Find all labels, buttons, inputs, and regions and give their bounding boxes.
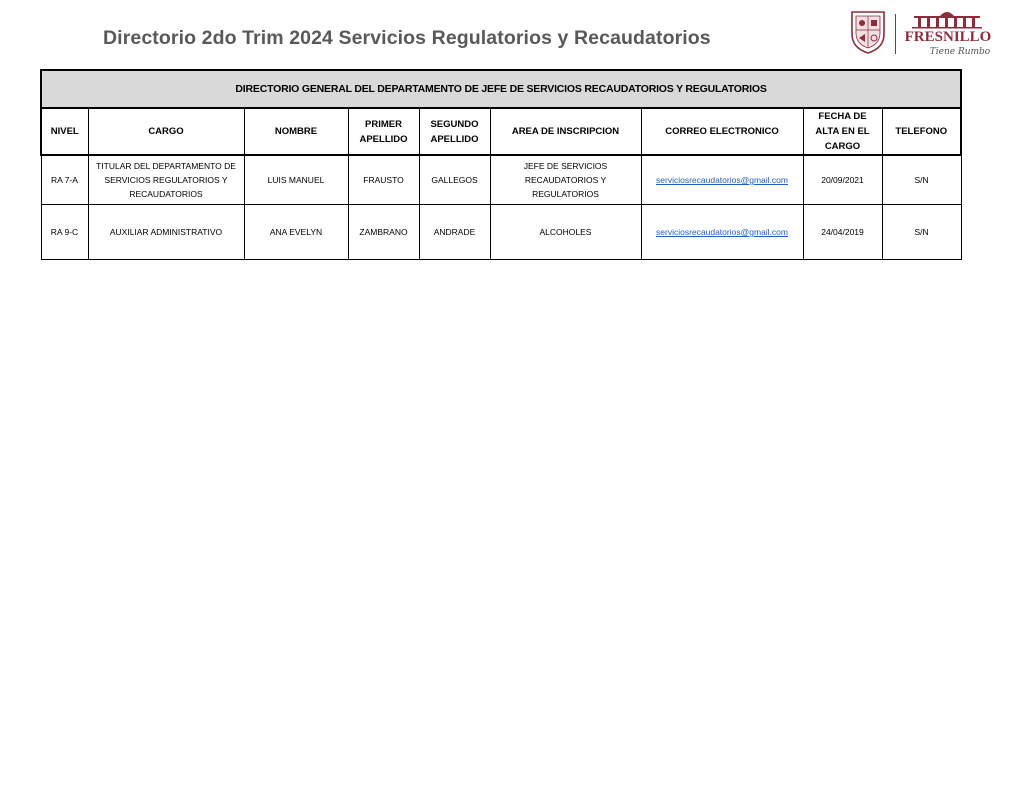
cell-correo [641, 155, 803, 205]
fresnillo-wordmark [900, 8, 996, 58]
cell-nombre: LUIS MANUEL [244, 155, 348, 205]
header-nivel: NIVEL [41, 108, 88, 155]
cell-primer-apellido: ZAMBRANO [348, 205, 419, 260]
logo-divider [895, 14, 896, 54]
cell-cargo: AUXILIAR ADMINISTRATIVO [88, 205, 244, 260]
cell-primer-apellido: FRAUSTO [348, 155, 419, 205]
email-link[interactable]: serviciosrecaudatorios@gmail.com [656, 227, 788, 237]
email-link[interactable]: serviciosrecaudatorios@gmail.com [656, 175, 788, 185]
cell-segundo-apellido: GALLEGOS [419, 155, 490, 205]
table-row [41, 155, 961, 205]
cell-cargo: TITULAR DEL DEPARTAMENTO DE SERVICIOS REGULATORIOS Y RECAUDATORIOS [88, 155, 244, 205]
header-correo: CORREO ELECTRONICO [641, 108, 803, 155]
cell-nombre: ANA EVELYN [244, 205, 348, 260]
header-telefono: TELEFONO [882, 108, 961, 155]
fresnillo-logo [846, 8, 996, 58]
header-primer-apellido: PRIMER APELLIDO [348, 108, 419, 155]
header-area: AREA DE INSCRIPCION [490, 108, 641, 155]
table-banner: DIRECTORIO GENERAL DEL DEPARTAMENTO DE JEFE DE SERVICIOS RECAUDATORIOS Y REGULATORIOS [41, 70, 961, 108]
cell-fecha: 20/09/2021 [803, 155, 882, 205]
cell-telefono: S/N [882, 155, 961, 205]
logo-name: FRESNILLO [904, 29, 992, 45]
cell-nivel: RA 7-A [41, 155, 88, 205]
header-segundo-apellido: SEGUNDO APELLIDO [419, 108, 490, 155]
municipal-seal-icon [846, 8, 890, 56]
directory-table [40, 69, 962, 260]
page-title: Directorio 2do Trim 2024 Servicios Regulatorios y Recaudatorios [103, 27, 711, 49]
header-cargo: CARGO [88, 108, 244, 155]
cell-correo [641, 205, 803, 260]
table-banner-row [41, 70, 961, 108]
header-nombre: NOMBRE [244, 108, 348, 155]
cell-segundo-apellido: ANDRADE [419, 205, 490, 260]
cell-fecha: 24/04/2019 [803, 205, 882, 260]
cell-nivel: RA 9-C [41, 205, 88, 260]
table-row [41, 205, 961, 260]
logo-tagline: Tiene Rumbo [929, 47, 991, 57]
table-header-row [41, 108, 961, 155]
cell-area: JEFE DE SERVICIOS RECAUDATORIOS Y REGULATORIOS [490, 155, 641, 205]
header-fecha: FECHA DE ALTA EN EL CARGO [803, 108, 882, 155]
cell-area: ALCOHOLES [490, 205, 641, 260]
cell-telefono: S/N [882, 205, 961, 260]
